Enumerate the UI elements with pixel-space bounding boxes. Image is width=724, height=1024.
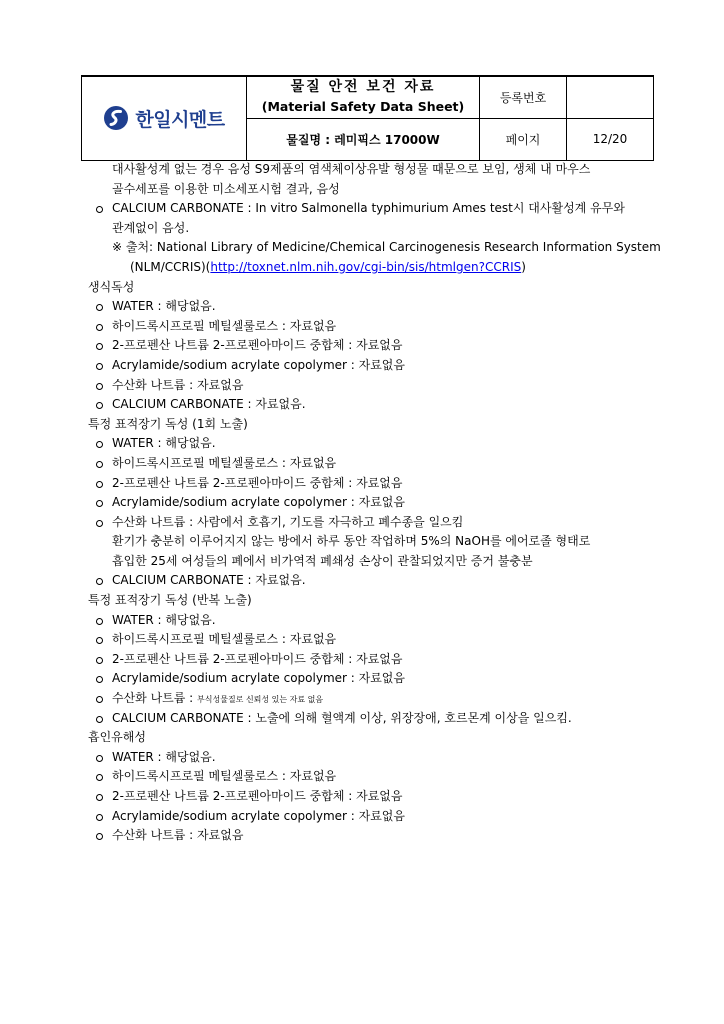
bullet-circle-icon xyxy=(96,402,103,409)
bullet-circle-icon xyxy=(96,363,103,370)
list-item: CALCIUM CARBONATE : 자료없음. xyxy=(86,571,646,591)
list-item: 하이드록시프로필 메틸셀룰로스 : 자료없음 xyxy=(86,317,646,337)
title-english: (Material Safety Data Sheet) xyxy=(261,99,465,115)
list-item: 하이드록시프로필 메틸셀룰로스 : 자료없음 xyxy=(86,630,646,650)
bullet-circle-icon xyxy=(96,696,103,703)
source-note-cont: (NLM/CCRIS)(http://toxnet.nlm.nih.gov/cgi-bin/sis/htmlgen?CCRIS) xyxy=(130,259,526,274)
bullet-circle-icon xyxy=(96,206,103,213)
text-line: 흡입한 25세 여성들의 폐에서 비가역적 폐쇄성 손상이 관찰되었지만 증거 불충분 xyxy=(112,553,533,568)
text-line: 대사활성계 없는 경우 음성 S9제품의 염색체이상유발 형성물 때문으로 보임, 생체 내 마우스 xyxy=(112,162,591,176)
bullet-circle-icon xyxy=(96,814,103,821)
section-title-stot-single: 특정 표적장기 독성 (1회 노출) xyxy=(88,416,248,431)
bullet-circle-icon xyxy=(96,657,103,664)
bullet-circle-icon xyxy=(96,520,103,527)
list-item: Acrylamide/sodium acrylate copolymer : 자료없음 xyxy=(86,356,646,376)
list-item: 하이드록시프로필 메틸셀룰로스 : 자료없음 xyxy=(86,454,646,474)
list-item: WATER : 해당없음. xyxy=(86,611,646,631)
bullet-circle-icon xyxy=(96,618,103,625)
list-item: 수산화 나트륨 : 부식성물질로 신뢰성 있는 자료 없음 xyxy=(86,689,646,709)
logo-cell xyxy=(82,76,247,160)
list-item: Acrylamide/sodium acrylate copolymer : 자료없음 xyxy=(86,807,646,827)
bullet-circle-icon xyxy=(96,304,103,311)
small-note: 부식성물질로 신뢰성 있는 자료 없음 xyxy=(197,695,324,705)
list-item: CALCIUM CARBONATE : In vitro Salmonella typhimurium Ames test시 대사활성계 유무와 xyxy=(86,199,646,219)
section-title-reproductive-toxicity: 생식독성 xyxy=(88,279,135,294)
reg-number-label: 등록번호 xyxy=(480,76,567,118)
bullet-circle-icon xyxy=(96,441,103,448)
list-item: Acrylamide/sodium acrylate copolymer : 자료없음 xyxy=(86,493,646,513)
bullet-circle-icon xyxy=(96,461,103,468)
list-item: 하이드록시프로필 메틸셀룰로스 : 자료없음 xyxy=(86,767,646,787)
reg-number-value xyxy=(567,76,654,118)
title-korean: 물질 안전 보건 자료 xyxy=(290,79,436,96)
bullet-circle-icon xyxy=(96,794,103,801)
bullet-circle-icon xyxy=(96,676,103,683)
section-title-aspiration-hazard: 흡인유해성 xyxy=(88,730,146,745)
list-item: 수산화 나트륨 : 사람에서 호흡기, 기도를 자극하고 폐수종을 일으킴 xyxy=(86,513,646,533)
text-line: 환기가 충분히 이루어지지 않는 방에서 하루 동안 작업하며 5%의 NaOH를 에어로졸 형태로 xyxy=(112,534,591,549)
msds-header-table xyxy=(81,75,654,161)
list-item: 2-프로펜산 나트륨 2-프로펜아마이드 중합체 : 자료없음 xyxy=(86,787,646,807)
section-title-stot-repeated: 특정 표적장기 독성 (반복 노출) xyxy=(88,593,252,608)
list-item: WATER : 해당없음. xyxy=(86,297,646,317)
company-name: 한일시멘트 xyxy=(135,108,225,131)
list-item: 2-프로펜산 나트륨 2-프로펜아마이드 중합체 : 자료없음 xyxy=(86,650,646,670)
company-logo xyxy=(82,105,246,132)
source-note: ※ 출처: National Library of Medicine/Chemical Carcinogenesis Research Information System xyxy=(112,240,661,255)
list-item: 2-프로펜산 나트륨 2-프로펜아마이드 중합체 : 자료없음 xyxy=(86,474,646,494)
bullet-circle-icon xyxy=(96,833,103,840)
bullet-circle-icon xyxy=(96,774,103,781)
bullet-circle-icon xyxy=(96,383,103,390)
list-item: 수산화 나트륨 : 자료없음 xyxy=(86,376,646,396)
bullet-circle-icon xyxy=(96,500,103,507)
list-item: WATER : 해당없음. xyxy=(86,434,646,454)
text-line: 골수세포를 이용한 미소세포시험 결과, 음성 xyxy=(112,181,340,196)
bullet-circle-icon xyxy=(96,755,103,762)
bullet-circle-icon xyxy=(96,324,103,331)
bullet-circle-icon xyxy=(96,716,103,723)
list-item: 수산화 나트륨 : 자료없음 xyxy=(86,826,646,846)
product-name: 물질명 : 레미픽스 17000W xyxy=(247,118,480,160)
list-item: CALCIUM CARBONATE : 노출에 의해 혈액계 이상, 위장장애, 호르몬계 이상을 일으킴. xyxy=(86,709,646,729)
list-item: 2-프로펜산 나트륨 2-프로펜아마이드 중합체 : 자료없음 xyxy=(86,336,646,356)
bullet-circle-icon xyxy=(96,637,103,644)
bullet-circle-icon xyxy=(96,343,103,350)
page-number: 12/20 xyxy=(567,118,654,160)
bullet-circle-icon xyxy=(96,481,103,488)
source-link[interactable]: http://toxnet.nlm.nih.gov/cgi-bin/sis/htmlgen?CCRIS xyxy=(210,259,522,274)
list-item: Acrylamide/sodium acrylate copolymer : 자료없음 xyxy=(86,669,646,689)
hanil-logo-icon xyxy=(103,105,129,131)
page-label: 페이지 xyxy=(480,118,567,160)
text-line: 관계없이 음성. xyxy=(112,220,190,235)
list-item: CALCIUM CARBONATE : 자료없음. xyxy=(86,395,646,415)
title-cell xyxy=(247,76,480,118)
bullet-circle-icon xyxy=(96,578,103,585)
document-body xyxy=(86,160,661,846)
list-item: WATER : 해당없음. xyxy=(86,748,646,768)
